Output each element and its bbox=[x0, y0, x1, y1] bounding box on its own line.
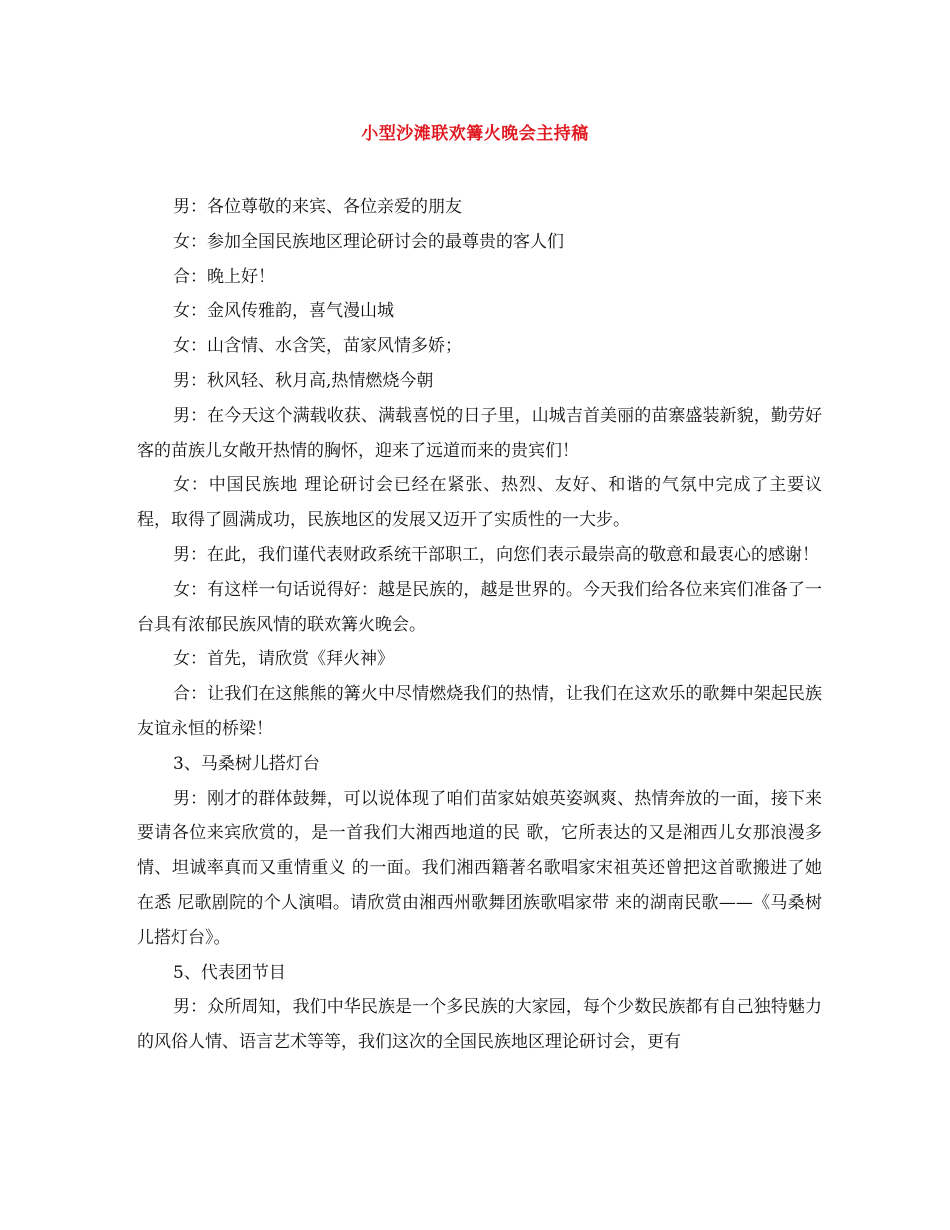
paragraph: 合：晚上好！ bbox=[173, 266, 275, 287]
paragraph: 男：各位尊敬的来宾、各位亲爱的朋友 bbox=[173, 197, 462, 217]
section-heading: 3、马桑树儿搭灯台 bbox=[173, 753, 320, 774]
document-title: 小型沙滩联欢篝火晚会主持稿 bbox=[361, 124, 589, 144]
paragraph: 女：参加全国民族地区理论研讨会的最尊贵的客人们 bbox=[173, 231, 564, 252]
paragraph: 合：让我们在这熊熊的篝火中尽情燃烧我们的热情，让我们在这欢乐的歌舞中架起民族友谊永恒的桥梁！ bbox=[137, 684, 822, 739]
paragraph: 女：中国民族地 理论研讨会已经在紧张、热烈、友好、和谐的气氛中完成了主要议程，取得了圆满成功，民族地区的发展又迈开了实质性的一大步。 bbox=[137, 475, 822, 531]
paragraph: 男：在此，我们谨代表财政系统干部职工，向您们表示最崇高的敬意和最衷心的感谢！ bbox=[173, 544, 819, 565]
paragraph: 男：秋风轻、秋月高,热情燃烧今朝 bbox=[173, 370, 434, 391]
paragraph: 女：有这样一句话说得好：越是民族的，越是世界的。今天我们给各位来宾们准备了一台具有浓郁民族风情的联欢篝火晚会。 bbox=[137, 579, 822, 635]
paragraph: 男：刚才的群体鼓舞，可以说体现了咱们苗家姑娘英姿飒爽、热情奔放的一面，接下来要请各位来宾欣赏的，是一首我们大湘西地道的民 歌，它所表达的又是湘西儿女那浪漫多情、坦诚率真而又重情重义 的一面。我们湘西籍著名歌唱家宋祖英还曾把这首歌搬进了她在悉 尼歌剧院的个人演唱。请欣赏由湘西州歌舞团族歌唱家带 来的湖南民歌——《马桑树儿搭灯台》。 bbox=[137, 788, 822, 948]
paragraph: 男：在今天这个满载收获、满载喜悦的日子里，山城吉首美丽的苗寨盛装新貌，勤劳好客的苗族儿女敞开热情的胸怀，迎来了远道而来的贵宾们！ bbox=[137, 405, 822, 461]
paragraph: 女：山含情、水含笑，苗家风情多娇； bbox=[173, 336, 462, 357]
paragraph: 女：首先，请欣赏《拜火神》 bbox=[173, 649, 394, 670]
paragraph: 男：众所周知，我们中华民族是一个多民族的大家园，每个少数民族都有自己独特魅力的风俗人情、语言艺术等等，我们这次的全国民族地区理论研讨会，更有 bbox=[137, 997, 822, 1053]
paragraph: 女：金风传雅韵，喜气漫山城 bbox=[173, 301, 394, 322]
section-heading: 5、代表团节目 bbox=[173, 962, 286, 983]
document-body bbox=[137, 190, 822, 1060]
